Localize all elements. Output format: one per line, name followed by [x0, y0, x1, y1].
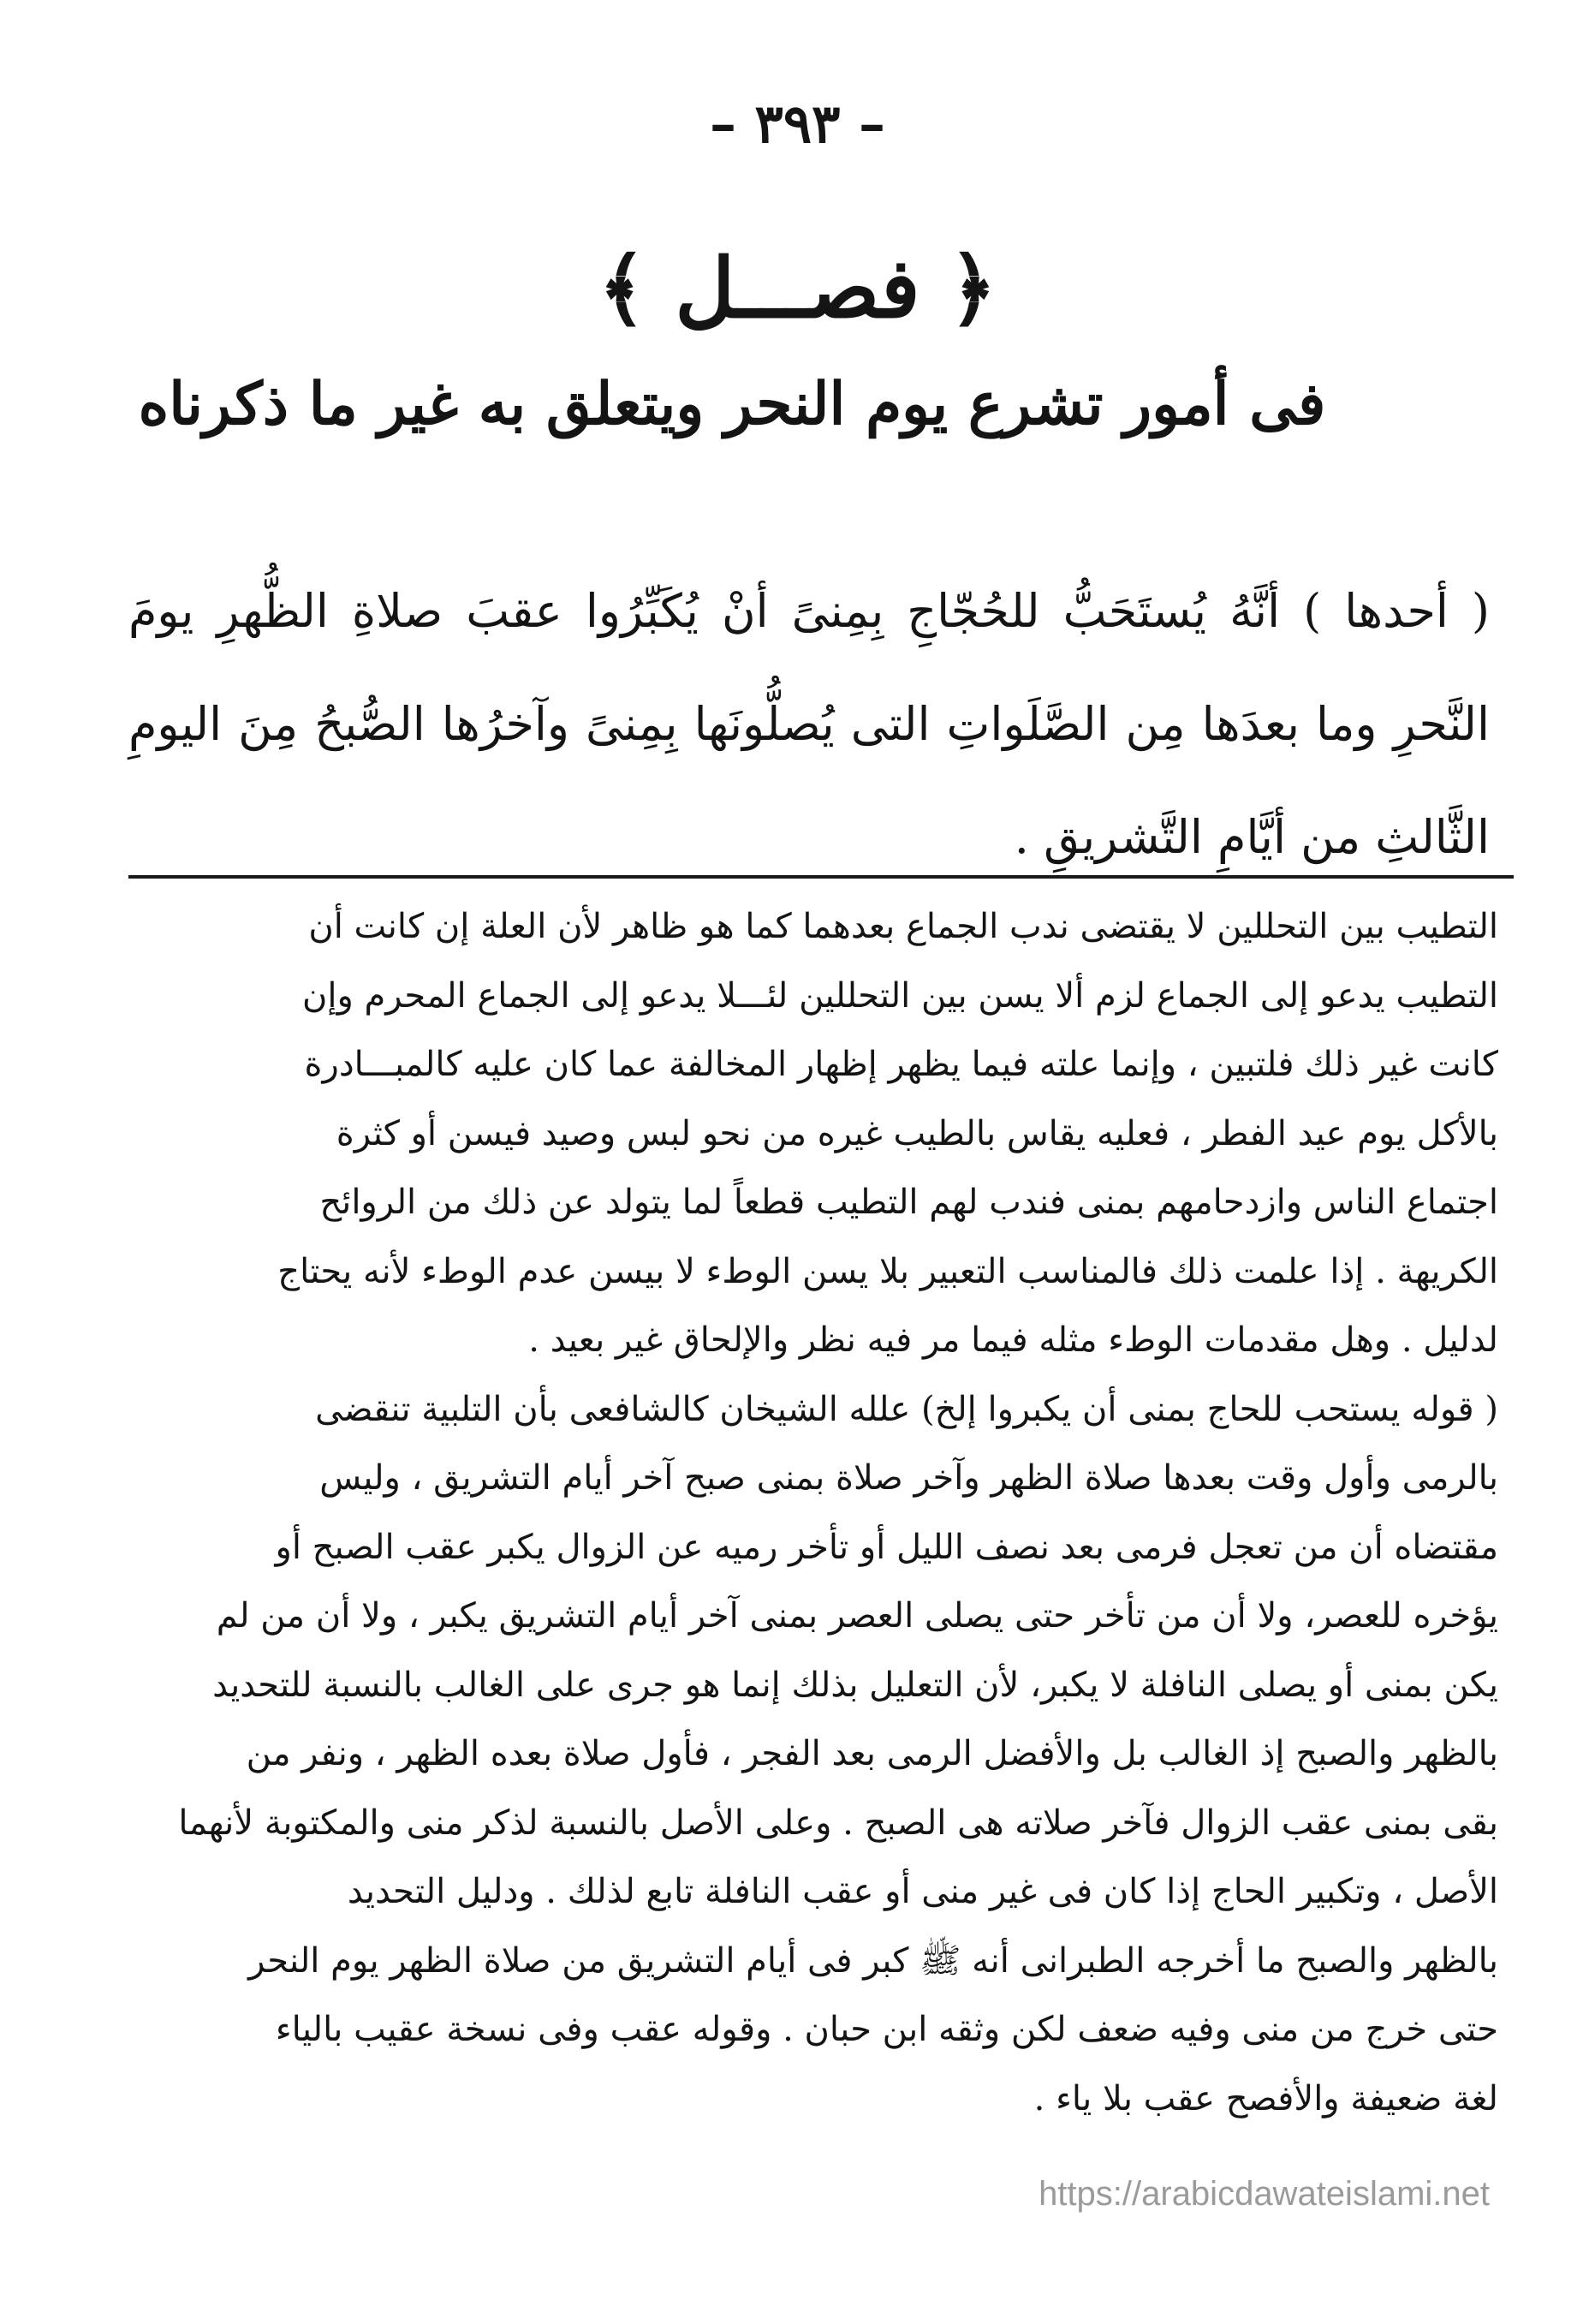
- commentary-line: كانت غير ذلك فلتبين ، وإنما علته فيما يظهر إظهار المخالفة عما كان عليه كالمبـــادرة: [304, 1045, 1498, 1084]
- commentary-line: اجتماع الناس وازدحامهم بمنى فندب لهم التطيب قطعاً لما يتولد عن ذلك من الروائح: [319, 1183, 1498, 1222]
- commentary-line: الكريهة . إذا علمت ذلك فالمناسب التعبير بلا يسن الوطء لا بيسن عدم الوطء لأنه يحتاج: [277, 1251, 1498, 1291]
- commentary-line: بالظهر والصبح إذ الغالب بل والأفضل الرمى بعد الفجر ، فأول صلاة بعده الظهر ، ونفر من: [246, 1734, 1498, 1773]
- page-number: – ٣٩٣ –: [709, 92, 886, 155]
- commentary-line: لدليل . وهل مقدمات الوطء مثله فيما مر فيه نظر والإلحاق غير بعيد .: [528, 1320, 1498, 1360]
- commentary-line: التطيب بين التحللين لا يقتضى ندب الجماع بعدهما كما هو ظاهر لأن العلة إن كانت أن: [308, 907, 1498, 946]
- commentary-line: يؤخره للعصر، ولا أن من تأخر حتى يصلى العصر بمنى آخر أيام التشريق يكبر ، ولا أن من لم: [216, 1596, 1498, 1636]
- commentary-line: مقتضاه أن من تعجل فرمى بعد نصف الليل أو تأخر رميه عن الزوال يكبر عقب الصبح أو: [275, 1527, 1498, 1567]
- main-text-paragraph: ( أحدها ) أنَّهُ يُستَحَبُّ للحُجّاجِ بِمِنىً أنْ يُكَبِّرُوا عقبَ صلاةِ الظُّهرِ يومَ النَّحرِ وما بعدَها مِن الصَّلَواتِ التى يُصلُّونَها بِمِنىً وآخرُها الصُّبحُ مِنَ اليومِ الثَّالثِ من أيَّامِ التَّشريقِ .: [128, 584, 1490, 864]
- watermark-url: https://arabicdawateislami.net: [1039, 2175, 1490, 2213]
- commentary-line: بقى بمنى عقب الزوال فآخر صلاته هى الصبح . وعلى الأصل بالنسبة لذكر منى والمكتوبة لأنهما: [178, 1803, 1498, 1843]
- section-title: ﴿ فصـــل ﴾: [598, 240, 997, 337]
- commentary-line: التطيب يدعو إلى الجماع لزم ألا يسن بين التحللين لئـــلا يدعو إلى الجماع المحرم وإن: [302, 975, 1498, 1016]
- commentary-line: بالرمى وأول وقت بعدها صلاة الظهر وآخر صلاة بمنى صبح آخر أيام التشريق ، وليس: [319, 1458, 1498, 1498]
- section-subtitle: فى أمور تشرع يوم النحر ويتعلق به غير ما ذكرناه: [138, 370, 1326, 438]
- commentary-line: لغة ضعيفة والأفصح عقب بلا ياء .: [1033, 2078, 1498, 2118]
- main-text: [128, 555, 1490, 894]
- commentary-block: [128, 892, 1498, 2133]
- footnote-divider: [128, 875, 1514, 879]
- commentary-line: يكن بمنى أو يصلى النافلة لا يكبر، لأن التعليل بذلك إنما هو جرى على الغالب بالنسبة للتحديد: [212, 1665, 1498, 1705]
- commentary-line: الأصل ، وتكبير الحاج إذا كان فى غير منى أو عقب النافلة تابع لذلك . ودليل التحديد: [347, 1872, 1498, 1911]
- commentary-line: بالأكل يوم عيد الفطر ، فعليه يقاس بالطيب غيره من نحو لبس وصيد فيسن أو كثرة: [336, 1113, 1498, 1153]
- commentary-line: بالظهر والصبح ما أخرجه الطبرانى أنه ﷺ كبر فى أيام التشريق من صلاة الظهر يوم النحر: [248, 1940, 1498, 1981]
- commentary-line: ( قوله يستحب للحاج بمنى أن يكبروا إلخ) علله الشيخان كالشافعى بأن التلبية تنقضى: [315, 1389, 1498, 1429]
- commentary-line: حتى خرج من منى وفيه ضعف لكن وثقه ابن حبان . وقوله عقب وفى نسخة عقيب بالياء: [275, 2010, 1498, 2049]
